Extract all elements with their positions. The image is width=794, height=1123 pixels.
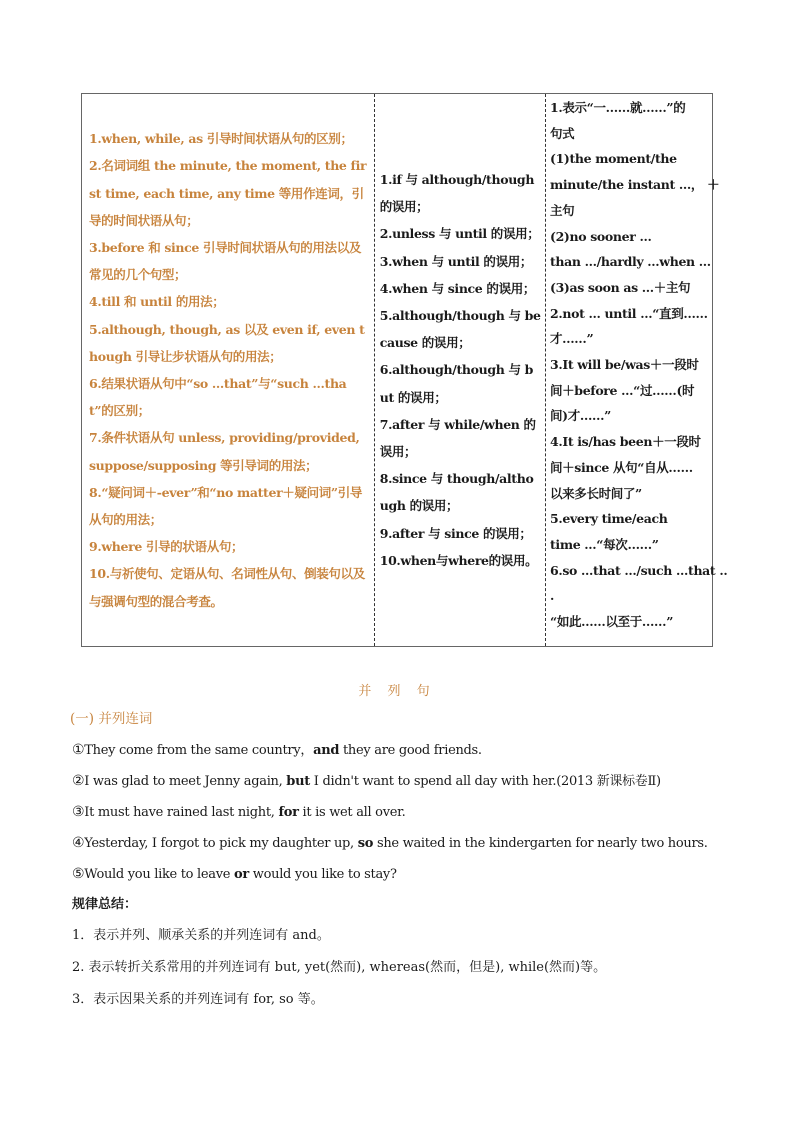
- conjunction-keyword: but: [286, 774, 310, 789]
- pattern-line: 6.so ...that .../such ...that ..: [550, 562, 728, 578]
- list-item: 9.after 与 since 的误用；: [379, 525, 532, 541]
- pattern-line: 间＋since 从句“自从……: [550, 459, 693, 475]
- example-sentence: [72, 859, 772, 890]
- list-item: 5.although/though 与 because 的误用；: [379, 307, 541, 351]
- example-sentences: [72, 735, 772, 890]
- list-item: 2.名词词组 the minute, the moment, the first time, each time, any time 等用作连词，引导的时间状语从句；: [89, 158, 367, 228]
- pattern-line: 主句: [550, 202, 575, 218]
- list-item: 3.before 和 since 引导时间状语从句的用法以及常见的几个句型；: [89, 239, 361, 283]
- pattern-line: minute/the instant ...， ＋: [550, 177, 720, 193]
- example-sentence: [72, 766, 772, 797]
- pattern-line: time ...“每次……”: [550, 536, 659, 552]
- summary-table: [81, 93, 728, 647]
- pattern-line: 2.not ... until ...“直到……: [550, 305, 708, 321]
- list-item: 10.when与where的误用。: [379, 552, 538, 568]
- example-text: they are good friends.: [339, 743, 482, 758]
- list-item: 9.where 引导的状语从句；: [89, 539, 244, 555]
- sub-heading: (一) 并列连词: [70, 711, 153, 727]
- example-sentence: [72, 797, 772, 828]
- list-item: 7.条件状语从句 unless, providing/provided, suppose/supposing 等引导词的用法；: [89, 430, 360, 473]
- rule-item: 3．表示因果关系的并列连词有 for, so 等。: [72, 992, 324, 1007]
- example-number: ①: [72, 742, 85, 758]
- pattern-line: (3)as soon as ...＋主句: [550, 279, 691, 295]
- pattern-line: 5.every time/each: [550, 511, 668, 527]
- example-number: ②: [72, 773, 85, 789]
- pattern-line: (1)the moment/the: [550, 151, 677, 167]
- table-column-common-errors: [375, 94, 546, 646]
- pattern-line: “如此……以至于……”: [550, 614, 674, 630]
- list-item: 7.after 与 while/when 的误用；: [379, 416, 536, 459]
- pattern-line: .: [550, 588, 555, 604]
- conjunction-keyword: and: [313, 743, 340, 758]
- list-item: 6.结果状语从句中“so ...that”与“such ...that”的区别；: [89, 376, 347, 419]
- example-text: Yesterday, I forgot to pick my daughter up,: [84, 836, 358, 851]
- example-text: I was glad to meet Jenny again,: [84, 774, 287, 789]
- rule-summary-title: 规律总结：: [72, 897, 138, 912]
- example-sentence: [72, 828, 772, 859]
- example-text: They come from the same country，: [84, 743, 314, 758]
- conjunction-keyword: for: [278, 805, 299, 820]
- example-number: ④: [72, 835, 85, 851]
- list-item: 6.although/though 与 but 的误用；: [379, 362, 534, 405]
- example-sentence: [72, 735, 772, 766]
- rule-item: 2. 表示转折关系常用的并列连词有 but, yet(然而), whereas(然而，但是), while(然而)等。: [72, 960, 607, 975]
- pattern-line: 句式: [550, 125, 575, 141]
- pattern-line: (2)no sooner ...: [550, 228, 652, 244]
- list-item: 8.since 与 though/although 的误用；: [379, 471, 534, 514]
- list-item: 4.when 与 since 的误用；: [379, 280, 536, 296]
- rule-summary: [72, 920, 772, 1016]
- example-number: ⑤: [72, 866, 85, 882]
- pattern-line: 间)才……”: [550, 408, 612, 424]
- table-column-key-points: [82, 94, 375, 646]
- list-item: 10.与祈使句、定语从句、名词性从句、倒装句以及与强调句型的混合考查。: [89, 566, 365, 609]
- conjunction-keyword: so: [357, 836, 374, 851]
- list-item: 1.when, while, as 引导时间状语从句的区别；: [89, 131, 353, 147]
- pattern-line: 以来多长时间了”: [550, 485, 642, 501]
- list-item: 5.although, though, as 以及 even if, even though 引导让步状语从句的用法；: [89, 321, 365, 364]
- rule-item: 1．表示并列、顺承关系的并列连词有 and。: [72, 928, 330, 943]
- list-item: 1.if 与 although/though 的误用；: [379, 171, 535, 215]
- list-item: 3.when 与 until 的误用；: [379, 253, 533, 269]
- conjunction-keyword: or: [234, 867, 249, 882]
- pattern-line: 1.表示“一……就……”的: [550, 100, 686, 115]
- pattern-line: 才……”: [550, 331, 594, 347]
- example-text: I didn't want to spend all day with her.(2013 新课标卷Ⅱ): [309, 774, 661, 789]
- pattern-line: 3.It will be/was＋一段时: [550, 357, 699, 373]
- section-title: 并 列 句: [358, 684, 436, 699]
- table-column-sentence-patterns: [546, 94, 728, 646]
- example-text: Would you like to leave: [84, 867, 235, 882]
- list-item: 4.till 和 until 的用法；: [89, 294, 225, 310]
- pattern-line: 间＋before ...“过……(时: [550, 382, 695, 398]
- list-item: 8.“疑问词＋-ever”和“no matter＋疑问词”引导从句的用法；: [89, 484, 363, 528]
- pattern-line: than .../hardly ...when ...: [550, 254, 711, 270]
- pattern-line: 4.It is/has been＋一段时: [550, 434, 701, 450]
- example-number: ③: [72, 804, 85, 820]
- example-text: she waited in the kindergarten for nearly two hours.: [373, 836, 708, 851]
- list-item: 2.unless 与 until 的误用；: [379, 226, 540, 242]
- example-text: it is wet all over.: [298, 805, 406, 820]
- example-text: would you like to stay?: [248, 867, 397, 882]
- example-text: It must have rained last night,: [84, 805, 279, 820]
